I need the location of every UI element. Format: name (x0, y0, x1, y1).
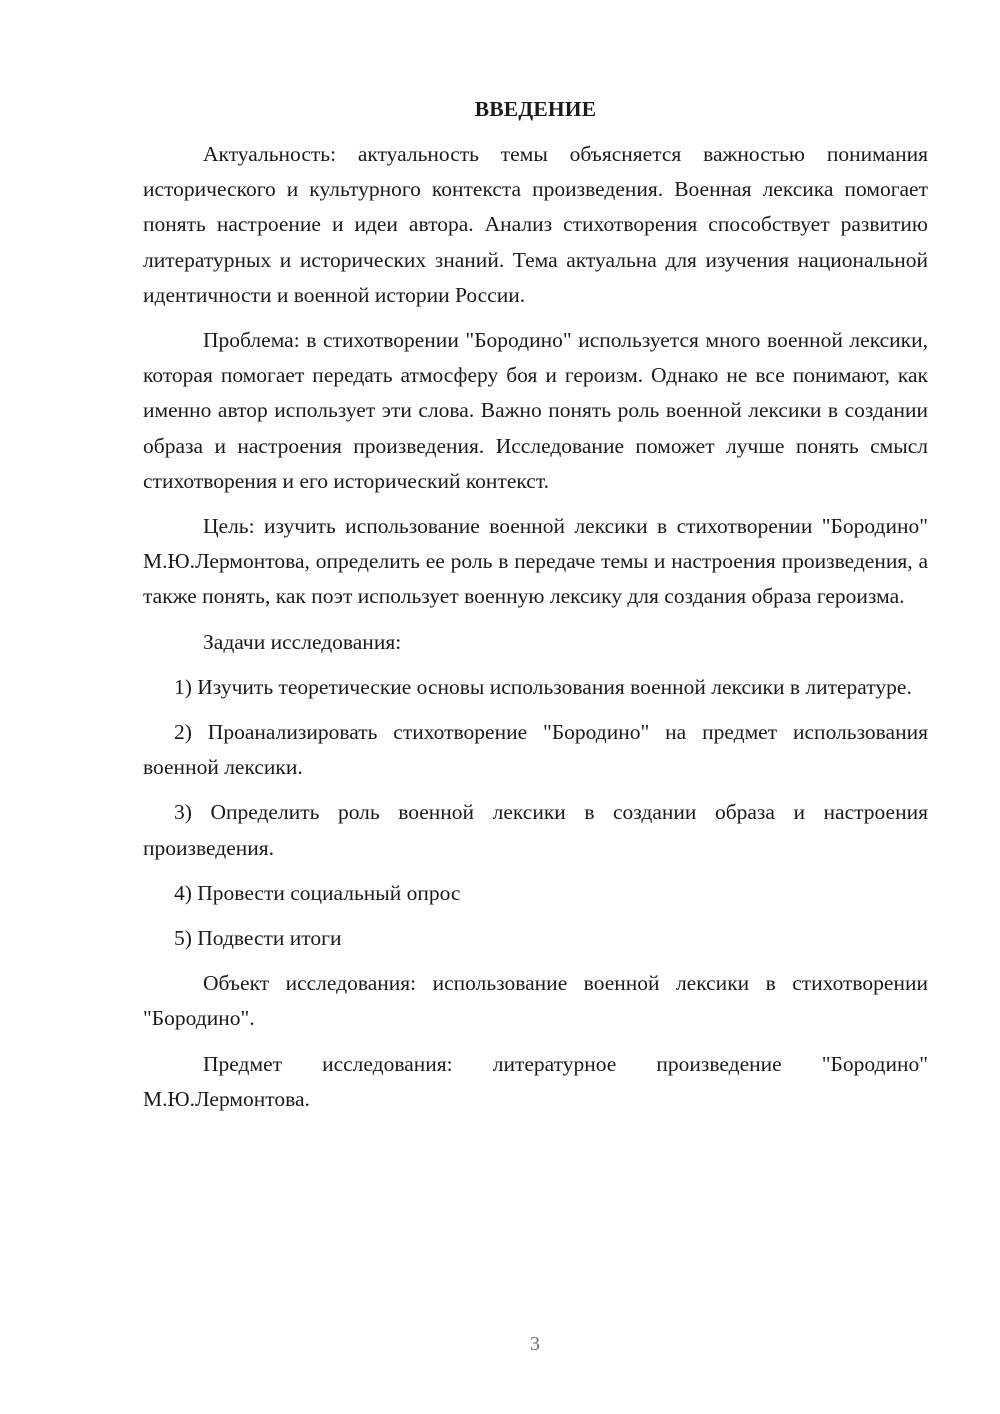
list-item: 4) Провести социальный опрос (174, 880, 461, 905)
list-item: 5) Подвести итоги (174, 926, 342, 951)
paragraph-goal: Цель: изучить использование военной лексики в стихотворении "Бородино" М.Ю.Лермонтова, определить ее роль в передаче темы и настроения произведения, а также понять, как поэт использует военную лексику для создания образа героизма. (143, 514, 928, 609)
list-item: 3) Определить роль военной лексики в создании образа и настроения произведения. (143, 800, 928, 860)
page-number: 3 (530, 1333, 540, 1355)
paragraph-tasks-heading: Задачи исследования: (203, 629, 402, 654)
list-item: 1) Изучить теоретические основы использования военной лексики в литературе. (174, 674, 912, 699)
page-title: ВВЕДЕНИЕ (474, 97, 597, 121)
document-page (143, 92, 928, 1127)
paragraph-problem: Проблема: в стихотворении "Бородино" используется много военной лексики, которая помогает передать атмосферу боя и героизм. Однако не все понимают, как именно автор использует эти слова. Важно понять роль военной лексики в создании образа и настроения произведения. Исследование поможет лучше понять смысл стихотворения и его исторический контекст. (143, 328, 928, 493)
paragraph-relevance: Актуальность: актуальность темы объясняется важностью понимания исторического и культурного контекста произведения. Военная лексика помогает понять настроение и идеи автора. Анализ стихотворения способствует развитию литературных и исторических знаний. Тема актуальна для изучения национальной идентичности и военной истории России. (143, 142, 928, 307)
paragraph-subject: Предмет исследования: литературное произведение "Бородино" М.Ю.Лермонтова. (143, 1051, 928, 1111)
list-item: 2) Проанализировать стихотворение "Бородино" на предмет использования военной лексики. (143, 720, 928, 780)
paragraph-object: Объект исследования: использование военной лексики в стихотворении "Бородино". (143, 971, 928, 1031)
